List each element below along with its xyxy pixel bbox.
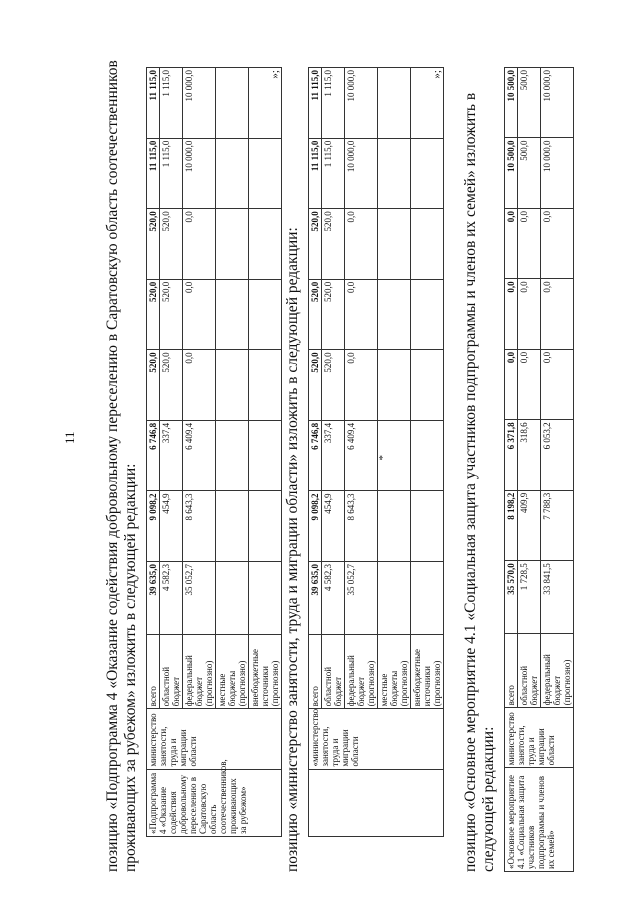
page-number: 11 [62,431,77,444]
value-cell: 520,0 [147,209,160,280]
value-cell: 35 570,0 [505,561,518,634]
section-3-table [504,67,574,872]
value-cell: 8 643,3 [183,491,216,562]
funding-source-cell: федеральный бюджет (прогнозно) [345,634,378,709]
value-cell: 6 746,8 [147,420,160,491]
funding-source-cell: местные бюджеты (прогнозно) [216,634,249,709]
program-name-cell [309,769,444,836]
funding-source-cell: федеральный бюджет (прогнозно) [541,633,574,708]
section-1-table [146,67,282,837]
value-cell: 1 115,0 [322,68,345,139]
end-mark: »; [269,70,281,79]
value-cell: 520,0 [160,279,183,350]
value-cell: 11 115,0 [147,138,160,209]
value-cell: 0,0 [345,350,378,421]
value-cell: 39 635,0 [309,562,322,635]
value-cell: 0,0 [505,349,518,419]
value-cell: 9 098,2 [309,491,322,562]
table-row [505,68,518,872]
value-cell: 10 000,0 [541,68,574,139]
value-cell: 520,0 [322,279,345,350]
value-cell: 6 371,8 [505,420,518,490]
value-cell: 9 098,2 [147,491,160,562]
program-name-cell: «Основное мероприятие 4.1 «Социальная защита участников подпрограммы и членов их семей» [505,768,574,872]
value-cell: 0,0 [505,279,518,349]
value-cell: 0,0 [541,349,574,419]
value-cell: 520,0 [322,209,345,280]
value-cell: 4 582,3 [322,562,345,635]
funding-source-cell: местные бюджеты (прогнозно) [378,634,411,709]
section-2 [284,42,444,872]
value-cell: 10 000,0 [345,138,378,209]
value-cell: 10 000,0 [541,138,574,208]
value-cell: 337,4 [322,420,345,491]
end-mark: »; [431,70,443,79]
value-cell: 11 115,0 [309,68,322,139]
value-cell: 1 115,0 [160,138,183,209]
value-cell: 0,0 [541,208,574,278]
value-cell: 500,0 [518,138,541,208]
value-cell: 520,0 [309,209,322,280]
value-cell: 6 746,8 [309,420,322,491]
section-2-intro: позицию «министерство занятости, труда и миграции области» изложить в следующей редакции: [284,227,301,872]
value-cell: 10 500,0 [505,138,518,208]
funding-source-cell: областной бюджет [322,634,345,709]
value-cell: 10 000,0 [345,68,378,139]
value-cell: 0,0 [518,349,541,419]
section-2-table [308,67,444,837]
executor-cell: «министерство занятости, труда и миграции области [309,709,444,769]
value-cell: 0,0 [518,279,541,349]
value-cell: 0,0 [518,208,541,278]
stray-mark: * [377,454,389,461]
funding-source-cell: областной бюджет [518,633,541,708]
section-1-intro: позицию «Подпрограмма 4 «Оказание содействия добровольному переселению в Саратовскую область соотечественников проживающих за рубежом» изложить в следующей редакции: [104,60,139,872]
value-cell: 7 788,3 [541,490,574,560]
value-cell: 11 115,0 [147,68,160,139]
value-cell: 8 643,3 [345,491,378,562]
section-3 [462,42,574,872]
value-cell: 520,0 [147,350,160,421]
value-cell: 318,6 [518,420,541,490]
value-cell: 520,0 [160,209,183,280]
value-cell: 0,0 [505,208,518,278]
value-cell: 6 409,4 [345,420,378,491]
value-cell: 11 115,0 [309,138,322,209]
funding-source-cell: всего [147,634,160,709]
value-cell: 10 000,0 [183,68,216,139]
value-cell: 337,4 [160,420,183,491]
funding-source-cell: областной бюджет [160,634,183,709]
value-cell: 520,0 [160,350,183,421]
value-cell: 0,0 [183,350,216,421]
value-cell: 10 500,0 [505,68,518,139]
funding-source-cell: внебюджетные источники (прогнозно) [411,634,444,709]
value-cell: 8 198,2 [505,490,518,560]
value-cell: 520,0 [309,279,322,350]
funding-source-cell: федеральный бюджет (прогнозно) [183,634,216,709]
value-cell: 1 115,0 [322,138,345,209]
section-3-intro: позицию «Основное мероприятие 4.1 «Социальная защита участников подпрограммы и членов их семей» изложить в следующей редакции: [462,92,497,872]
value-cell: 0,0 [345,279,378,350]
value-cell: 0,0 [345,209,378,280]
value-cell: 0,0 [541,279,574,349]
value-cell: 35 052,7 [183,562,216,635]
table-row [309,68,322,837]
value-cell: 0,0 [183,209,216,280]
value-cell: 1 115,0 [160,68,183,139]
value-cell: 454,9 [322,491,345,562]
value-cell: 409,9 [518,490,541,560]
executor-cell: министерство занятости, труда и миграции области [147,709,282,769]
value-cell: 1 728,5 [518,561,541,634]
table-row [147,68,160,837]
value-cell: 39 635,0 [147,562,160,635]
value-cell: 35 052,7 [345,562,378,635]
funding-source-cell: внебюджетные источники (прогнозно) [249,634,282,709]
funding-source-cell: всего [505,633,518,708]
value-cell: 6 409,4 [183,420,216,491]
value-cell: 33 841,5 [541,561,574,634]
value-cell: 6 053,2 [541,420,574,490]
value-cell: 500,0 [518,68,541,139]
executor-cell: министерство занятости, труда и миграции области [505,708,574,768]
value-cell: 520,0 [147,279,160,350]
value-cell: 10 000,0 [183,138,216,209]
value-cell: 520,0 [322,350,345,421]
funding-source-cell: всего [309,634,322,709]
value-cell: 4 582,3 [160,562,183,635]
program-name-cell: «Подпрограмма 4 «Оказание содействия добровольному переселению в Саратовскую область соотечественников, проживающих за рубежом» [147,769,282,836]
value-cell: 454,9 [160,491,183,562]
value-cell: 0,0 [183,279,216,350]
section-1 [104,42,282,872]
value-cell: 520,0 [309,350,322,421]
